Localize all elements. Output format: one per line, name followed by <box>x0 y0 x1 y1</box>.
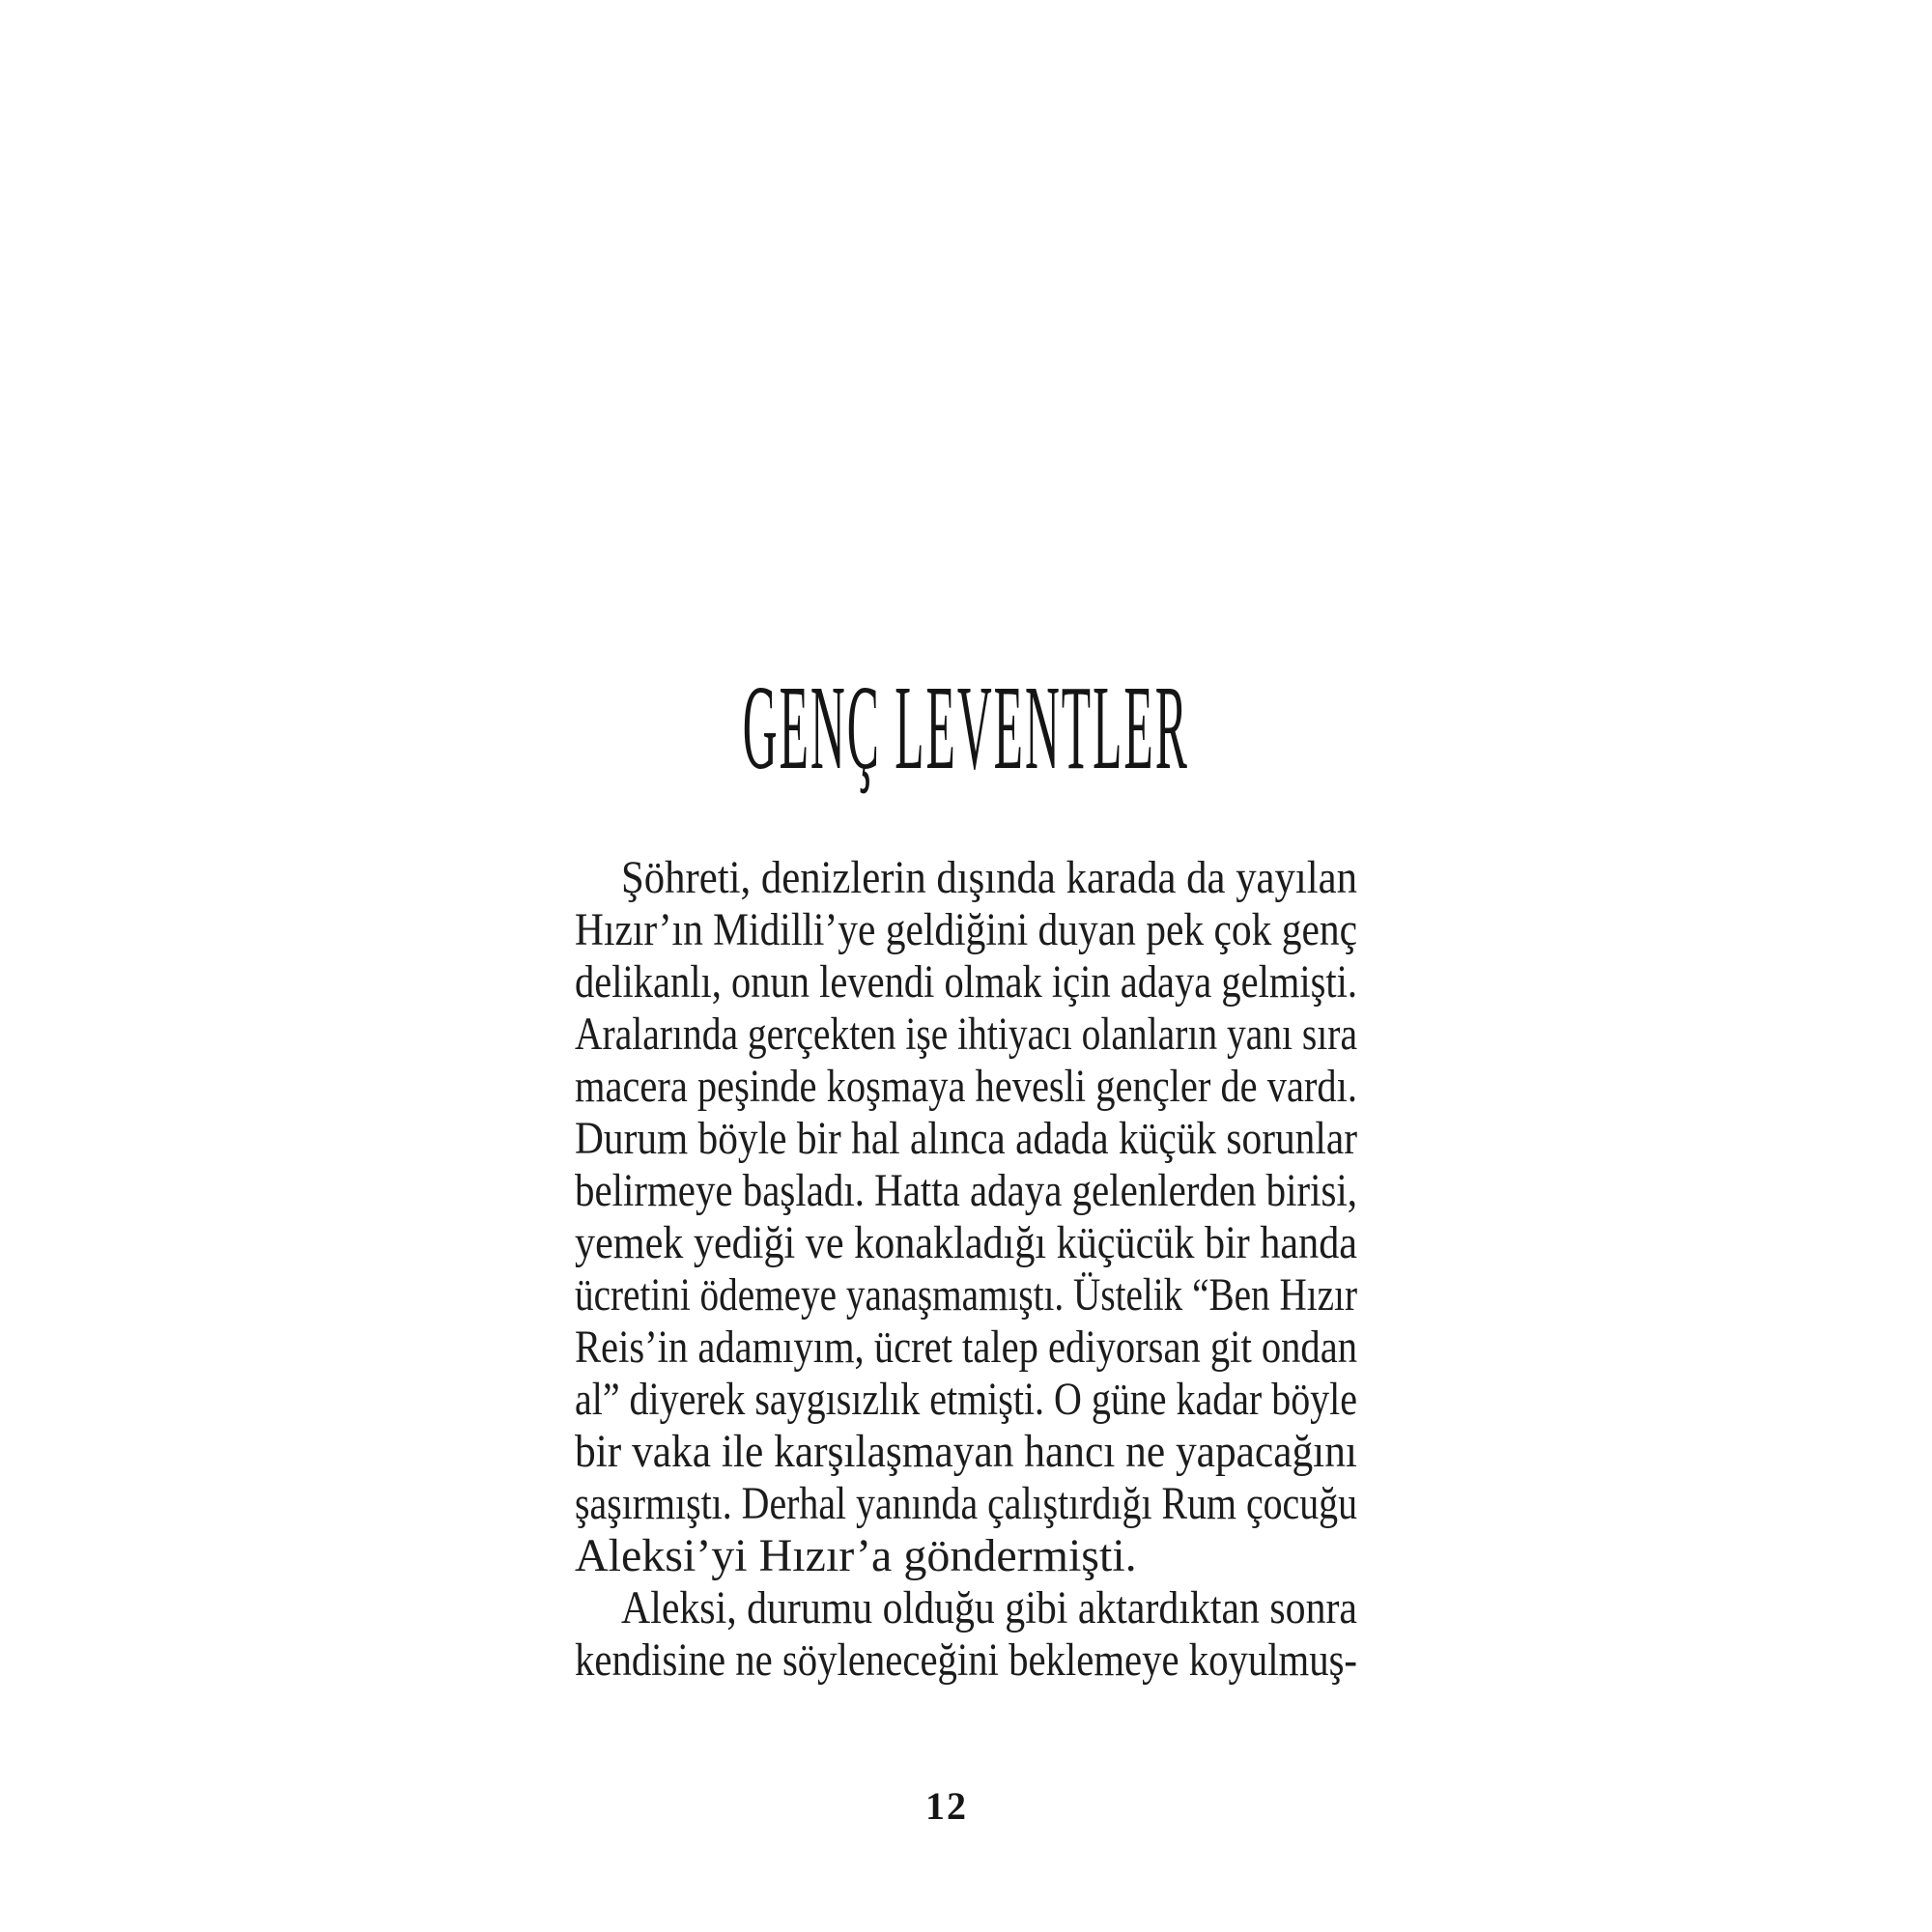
page-number-area <box>0 1783 1893 1829</box>
body-line-text: şaşırmıştı. Derhal yanında çalıştırdığı Rum çocuğu <box>575 1478 1357 1529</box>
body-line <box>575 1582 1357 1634</box>
body-line <box>575 1530 1357 1582</box>
body-line-text: Şöhreti, denizlerin dışında karada da yayılan <box>621 852 1357 903</box>
body-line-text: ücretini ödemeye yanaşmamıştı. Üstelik “Ben Hızır <box>575 1269 1357 1321</box>
body-line-text: Aleksi, durumu olduğu gibi aktardıktan sonra <box>621 1582 1357 1634</box>
body-line <box>575 1478 1357 1530</box>
page-number: 12 <box>925 1784 968 1828</box>
body-line <box>575 1634 1357 1687</box>
body-line-text: yemek yediği ve konakladığı küçücük bir handa <box>575 1217 1357 1268</box>
body-line <box>575 956 1357 1009</box>
body-line-text: delikanlı, onun levendi olmak için adaya gelmişti. <box>575 956 1357 1008</box>
body-line <box>575 1426 1357 1478</box>
body-line <box>575 1113 1357 1165</box>
body-line <box>575 1165 1357 1217</box>
body-line <box>575 1269 1357 1321</box>
body-line-text: Aleksi’yi Hızır’a göndermişti. <box>575 1530 1137 1581</box>
body-line <box>575 1374 1357 1426</box>
body-line-text: belirmeye başladı. Hatta adaya gelenlerden birisi, <box>575 1165 1357 1216</box>
body-line <box>575 1061 1357 1113</box>
paragraph <box>575 1582 1357 1687</box>
body-text <box>575 852 1357 1687</box>
body-line-text: kendisine ne söyleneceğini beklemeye koyulmuş- <box>575 1634 1357 1686</box>
body-line-text: Hızır’ın Midilli’ye geldiğini duyan pek çok genç <box>575 904 1357 955</box>
body-line-text: bir vaka ile karşılaşmayan hancı ne yapacağını <box>575 1426 1357 1477</box>
body-line-text: Durum böyle bir hal alınca adada küçük sorunlar <box>575 1113 1357 1164</box>
body-line-text: Reis’in adamıyım, ücret talep ediyorsan git ondan <box>575 1321 1357 1373</box>
paragraph <box>575 852 1357 1582</box>
body-line-text: al” diyerek saygısızlık etmişti. O güne kadar böyle <box>575 1374 1357 1425</box>
body-line <box>575 1321 1357 1374</box>
body-line <box>575 1217 1357 1269</box>
chapter-title <box>0 662 1932 795</box>
body-line <box>575 904 1357 956</box>
chapter-title-text: GENÇ LEVENTLER <box>742 662 1189 795</box>
body-line <box>575 1009 1357 1061</box>
body-line-text: Aralarında gerçekten işe ihtiyacı olanların yanı sıra <box>575 1009 1357 1060</box>
body-line <box>575 852 1357 904</box>
body-line-text: macera peşinde koşmaya hevesli gençler de vardı. <box>575 1061 1357 1112</box>
